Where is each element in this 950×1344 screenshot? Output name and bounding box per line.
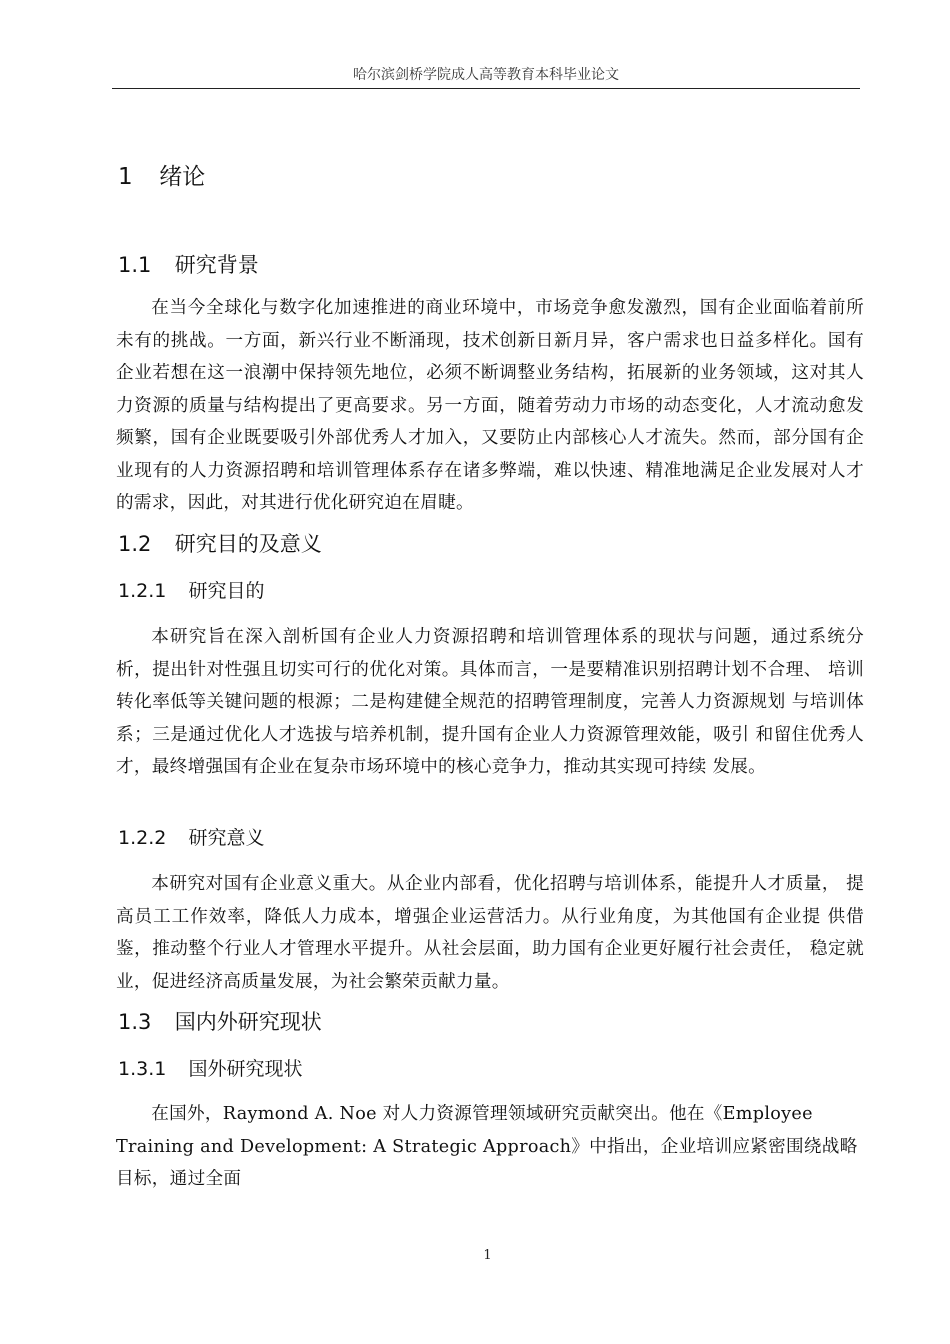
section-heading-1-2 [118,529,322,559]
chapter-number: 1 [118,164,133,190]
subsection-number: 1.2.2 [118,827,167,849]
page-number: 1 [483,1248,492,1263]
section-heading-1-1 [118,250,259,280]
subsection-title: 国外研究现状 [188,1058,303,1080]
section-number: 1.3 [118,1010,152,1034]
subsection-heading-1-2-1 [118,577,264,605]
section-title: 研究背景 [174,253,259,277]
subsection-number: 1.3.1 [118,1058,167,1080]
chapter-heading [118,160,205,194]
paragraph-purpose: 本研究旨在深入剖析国有企业人力资源招聘和培训管理体系的现状与问题，通过系统分析，提出针对性强且切实可行的优化对策。具体而言，一是要精准识别招聘计划不合理、 培训转化率低等关键问题的根源；二是构建健全规范的招聘管理制度，完善人力资源规划 与培训体系；三是通过优化人才选拔与培养机制，提升国有企业人力资源管理效能，吸引 和留住优秀人才，最终增强国有企业在复杂市场环境中的核心竞争力，推动其实现可持续 发展。 [116,627,864,777]
subsection-title: 研究目的 [188,580,265,602]
header-rule [112,88,860,89]
paragraph-foreign-research: 在国外，Raymond A. Noe 对人力资源管理领域研究贡献突出。他在《Employee Training and Development: A Strategic Approach》中指出，企业培训应紧密围绕战略目标，通过全面 [116,1104,858,1189]
section-number: 1.1 [118,253,152,277]
section-number: 1.2 [118,532,152,556]
chapter-title: 绪论 [159,164,206,190]
paragraph-significance: 本研究对国有企业意义重大。从企业内部看，优化招聘与培训体系，能提升人才质量， 提高员工工作效率，降低人力成本，增强企业运营活力。从行业角度，为其他国有企业提 供借鉴，推动整个行业人才管理水平提升。从社会层面，助力国有企业更好履行社会责任， 稳定就业，促进经济高质量发展，为社会繁荣贡献力量。 [116,874,864,992]
subsection-title: 研究意义 [188,827,265,849]
section-title: 国内外研究现状 [174,1010,322,1034]
subsection-heading-1-3-1 [118,1055,302,1083]
section-title: 研究目的及意义 [174,532,322,556]
section-heading-1-3 [118,1007,322,1037]
page-header: 哈尔滨剑桥学院成人高等教育本科毕业论文 [353,67,619,83]
subsection-heading-1-2-2 [118,824,264,852]
paragraph-background: 在当今全球化与数字化加速推进的商业环境中，市场竞争愈发激烈，国有企业面临着前所未有的挑战。一方面，新兴行业不断涌现，技术创新日新月异，客户需求也日益多样化。国有企业若想在这一浪潮中保持领先地位，必须不断调整业务结构，拓展新的业务领域，这对其人力资源的质量与结构提出了更高要求。另一方面，随着劳动力市场的动态变化，人才流动愈发频繁，国有企业既要吸引外部优秀人才加入，又要防止内部核心人才流失。然而，部分国有企业现有的人力资源招聘和培训管理体系存在诸多弊端，难以快速、精准地满足企业发展对人才的需求，因此，对其进行优化研究迫在眉睫。 [116,298,864,513]
subsection-number: 1.2.1 [118,580,167,602]
